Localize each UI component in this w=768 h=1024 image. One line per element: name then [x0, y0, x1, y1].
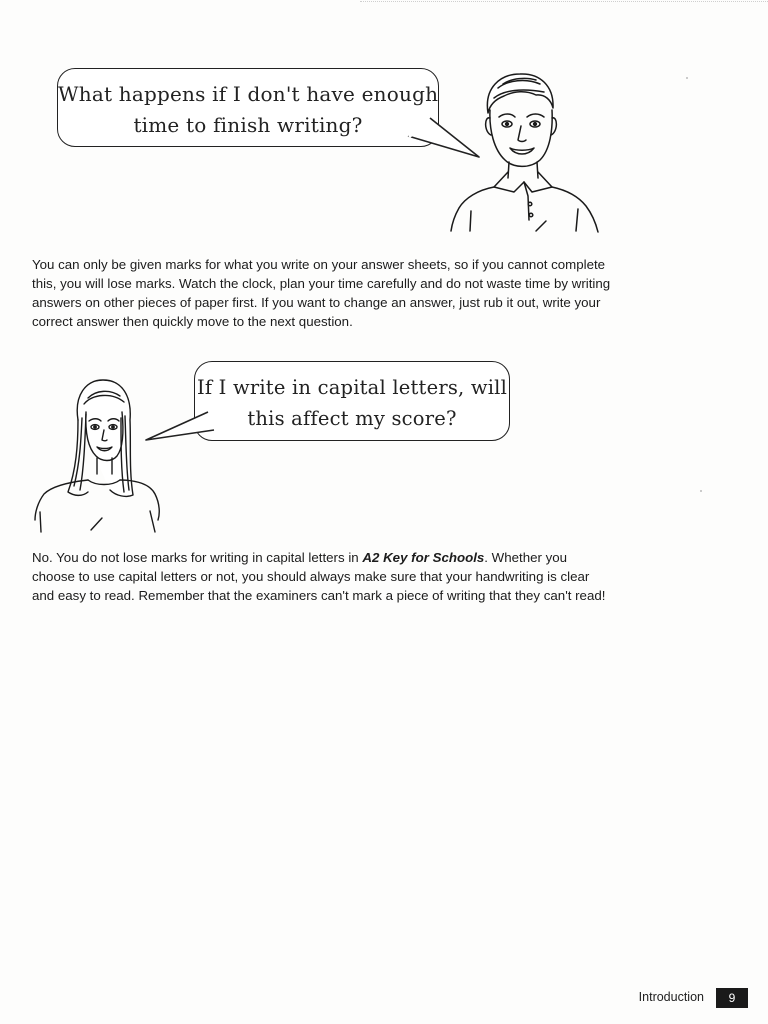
- bubble-tail-left: [146, 412, 214, 440]
- page-number: 9: [716, 988, 748, 1008]
- exam-name-emphasis: A2 Key for Schools: [362, 550, 485, 565]
- bubble-tail-right: [408, 118, 479, 157]
- answer-paragraph-time: You can only be given marks for what you write on your answer sheets, so if you cannot complete this, you will lose marks. Watch the clock, plan your time carefully and do not waste time by writing answers on other pieces of paper first. If you want to change an answer, just rub it out, write your correct answer then quickly move to the next question.: [32, 257, 611, 329]
- bubble-text-line: If I write in capital letters, will: [196, 376, 508, 399]
- bubble-text-line: this affect my score?: [247, 407, 457, 430]
- bubble-text-line: What happens if I don't have enough: [58, 82, 439, 106]
- answer-text-part: No. You do not lose marks for writing in capital letters in: [32, 550, 363, 565]
- section-label: Introduction: [638, 990, 704, 1004]
- answer-text-part: . Whether you choose to use capital letters or not, you should always make sure that your handwriting is clear and easy to read. Remember that the examiners can't mark a piece of writing that they can't read!: [32, 550, 606, 603]
- bubble-text-line: time to finish writing?: [133, 113, 363, 137]
